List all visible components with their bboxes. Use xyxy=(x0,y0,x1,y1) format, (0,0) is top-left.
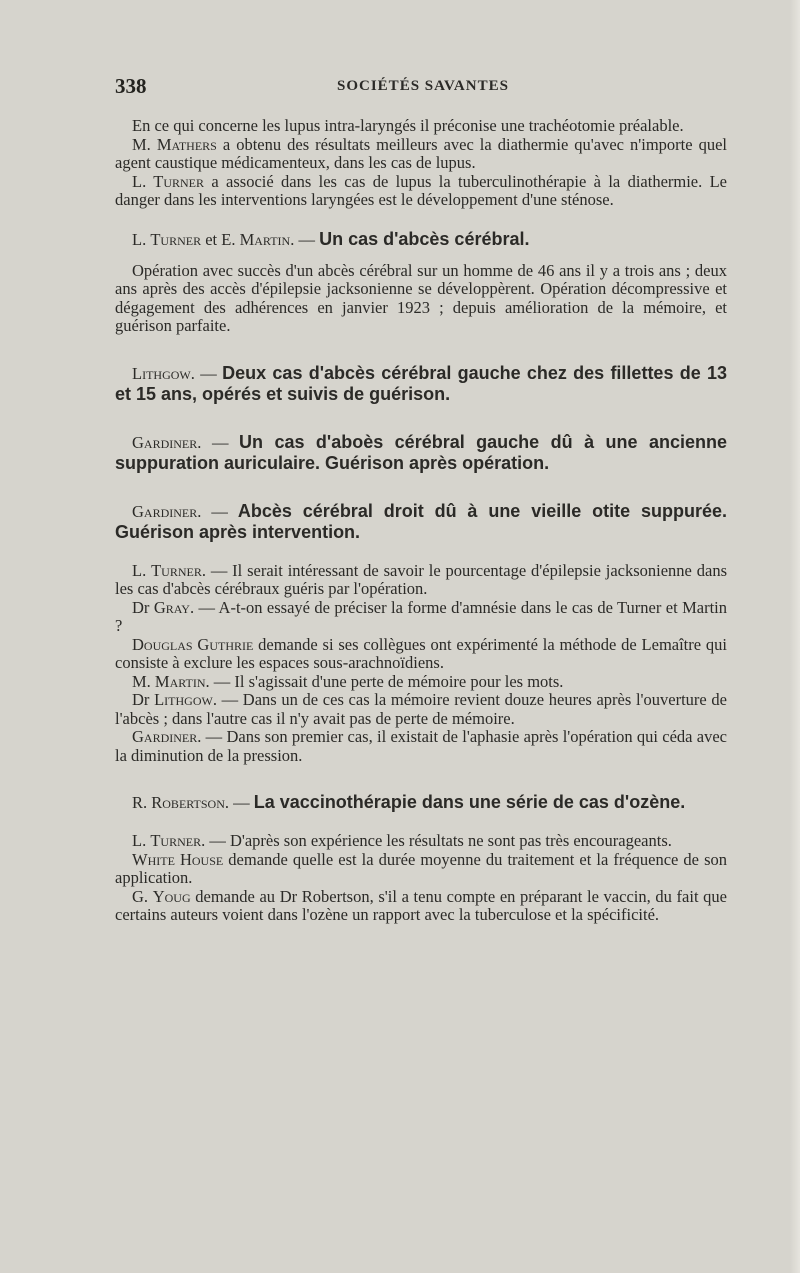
section-title-abces-cerebral: L. Turner et E. Martin. — Un cas d'abcès cérébral. xyxy=(132,228,530,249)
discussion-martin: M. Martin. — Il s'agissait d'une perte de mémoire pour les mots. xyxy=(132,671,564,691)
paragraph-operation: Opération avec succès d'un abcès cérébral sur un homme de 46 ans il y a trois ans ; deux ans après des accès d'épilepsie jacksonienne se développèrent. Opération décompressive et dégagement des adhérences en janvier 1923 ; depuis amélioration de la mémoire, et guérison parfaite. xyxy=(115,260,727,335)
section-title-robertson: R. Robertson. — La vaccinothérapie dans une série de cas d'ozène. xyxy=(132,792,686,812)
page-edge xyxy=(790,0,800,1273)
discussion-guthrie: Douglas Guthrie demande si ses collègues ont expérimenté la méthode de Lemaître qui consiste à exclure les espaces sous-arachnoïdiens. xyxy=(115,634,727,672)
section-title-gardiner-1: Gardiner. — Un cas d'aboès cérébral gauche dû à une ancienne suppuration auriculaire. Guérison après opération. xyxy=(115,431,727,473)
page-header xyxy=(115,70,730,98)
paragraph-mathers: M. Mathers a obtenu des résultats meilleurs avec la diathermie qu'avec n'importe quel agent caustique médicamenteux, dans les cas de lupus. xyxy=(115,134,727,172)
speaker-name: M. Mathers xyxy=(132,134,217,154)
ozene-turner: L. Turner. — D'après son expérience les résultats ne sont pas très encourageants. xyxy=(132,831,672,850)
discussion-gardiner: Gardiner. — Dans son premier cas, il existait de l'aphasie après l'opération qui céda avec la diminution de la pression. xyxy=(115,727,727,765)
page-body xyxy=(115,117,727,925)
running-title: SOCIÉTÉS SAVANTES xyxy=(337,78,509,94)
speaker-name: L. Turner xyxy=(132,171,205,191)
page-number: 338 xyxy=(115,74,147,98)
discussion-turner: L. Turner. — Il serait intéressant de savoir le pourcentage d'épilepsie jacksonienne dans les cas d'abcès cérébraux guéris par l'opération. xyxy=(115,560,727,598)
discussion-lithgow: Dr Lithgow. — Dans un de ces cas la mémoire revient douze heures après l'ouverture de l'abcès ; dans l'autre cas il n'y avait pas de perte de mémoire. xyxy=(115,690,727,728)
section-title-lithgow: Lithgow. — Deux cas d'abcès cérébral gauche chez des fillettes de 13 et 15 ans, opérés et suivis de guérison. xyxy=(115,362,728,404)
paragraph-tracheotomy: En ce qui concerne les lupus intra-laryngés il préconise une trachéotomie préalable. xyxy=(132,116,684,135)
section-title-gardiner-2: Gardiner. — Abcès cérébral droit dû à une vieille otite suppurée. Guérison après intervention. xyxy=(115,500,727,542)
paragraph-turner-lupus: L. Turner a associé dans les cas de lupus la tuberculinothérapie à la diathermie. Le danger dans les interventions laryngées est le développement d'une sténose. xyxy=(115,171,728,209)
ozene-youg: G. Youg demande au Dr Robertson, s'il a tenu compte en préparant le vaccin, du fait que certains auteurs voient dans l'ozène un rapport avec la tuberculose et la spécificité. xyxy=(115,886,727,924)
discussion-gray: Dr Gray. — A-t-on essayé de préciser la forme d'amnésie dans le cas de Turner et Martin ? xyxy=(115,597,727,635)
ozene-white-house: White House demande quelle est la durée moyenne du traitement et la fréquence de son application. xyxy=(115,849,727,887)
